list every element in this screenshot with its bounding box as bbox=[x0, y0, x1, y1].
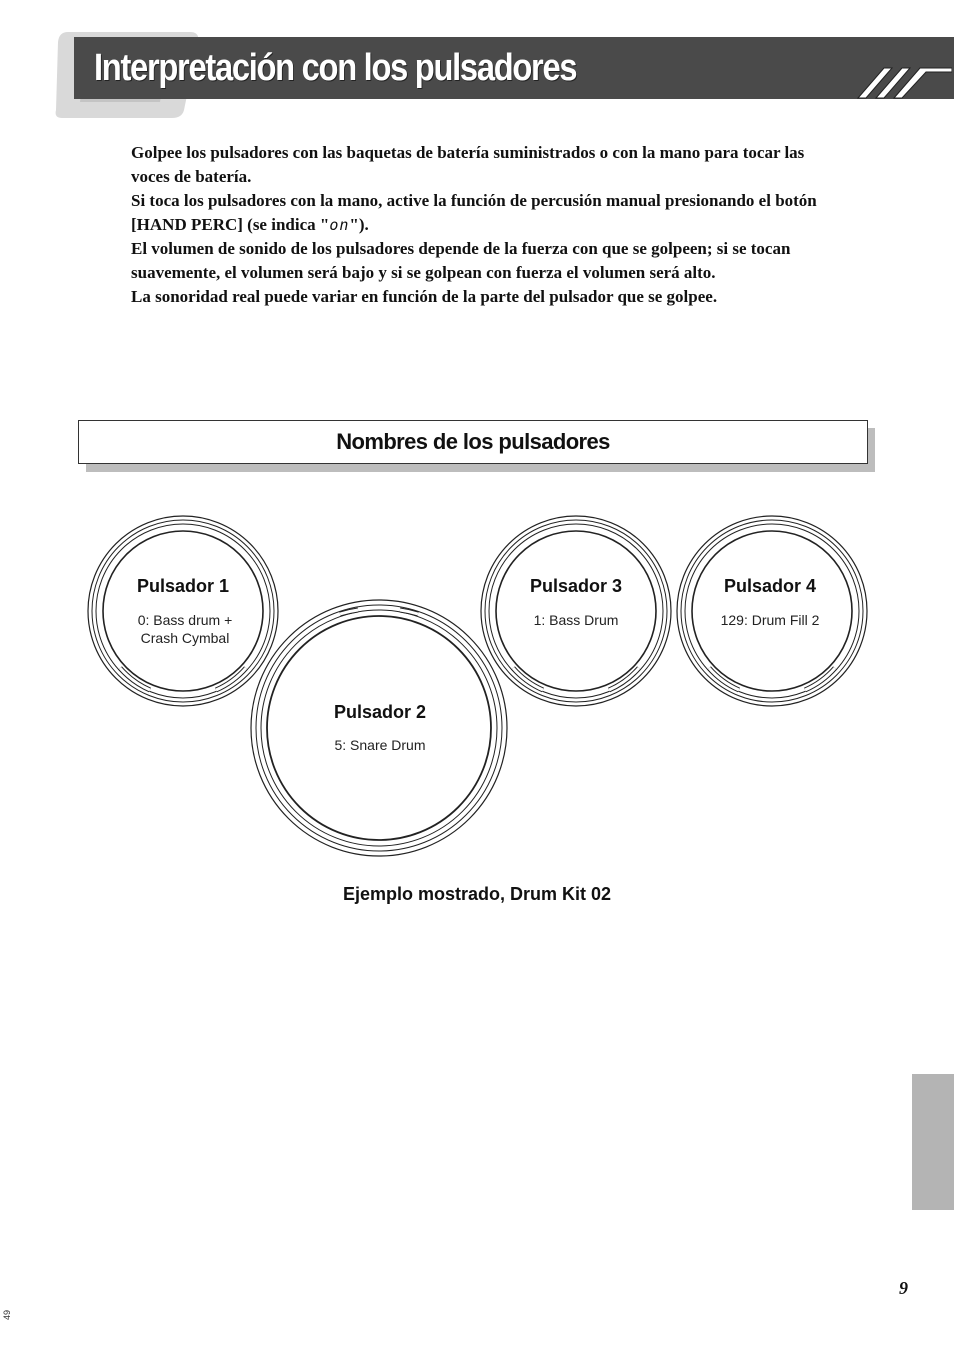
intro-paragraph-2-start: Si toca los pulsadores con la mano, active la función de percusión manual presionando el botón [HAND PERC] (se indica " bbox=[131, 191, 817, 234]
intro-paragraph-3: El volumen de sonido de los pulsadores depende de la fuerza con que se golpeen; si se tocan suavemente, el volumen será bajo y si se golpean con fuerza el volumen será alto. bbox=[131, 239, 791, 282]
page-title: Interpretación con los pulsadores bbox=[94, 47, 577, 89]
pad-2-drawing bbox=[251, 600, 507, 856]
pad-1-voice: 0: Bass drum + Crash Cymbal bbox=[137, 612, 233, 646]
pad-1-name: Pulsador 1 bbox=[136, 576, 230, 596]
pad-3-voice: 1: Bass Drum bbox=[533, 612, 619, 628]
intro-paragraph-2-end: "). bbox=[349, 215, 369, 234]
pad-3-name: Pulsador 3 bbox=[529, 576, 623, 596]
pad-2-name: Pulsador 2 bbox=[333, 702, 427, 722]
pads-illustration bbox=[0, 500, 954, 870]
figure-caption: Ejemplo mostrado, Drum Kit 02 bbox=[342, 884, 612, 904]
intro-paragraph-4: La sonoridad real puede variar en función de la parte del pulsador que se golpee. bbox=[131, 287, 718, 306]
pad-4-voice: 129: Drum Fill 2 bbox=[720, 612, 820, 628]
section-heading-box bbox=[78, 420, 868, 464]
page-number: 9 bbox=[899, 1278, 908, 1298]
pad-4-name: Pulsador 4 bbox=[723, 576, 817, 596]
margin-code: 49 bbox=[2, 1309, 12, 1320]
lcd-on-indicator: on bbox=[329, 216, 350, 234]
section-title: Nombres de los pulsadores bbox=[336, 429, 610, 454]
header-slashes-icon bbox=[856, 64, 952, 100]
side-tab bbox=[912, 1074, 954, 1210]
pad-2-voice: 5: Snare Drum bbox=[334, 737, 426, 753]
intro-text bbox=[131, 141, 831, 309]
intro-paragraph-1: Golpee los pulsadores con las baquetas de batería suministrados o con la mano para tocar las voces de batería. bbox=[131, 143, 805, 186]
intro-paragraph-2 bbox=[131, 189, 831, 237]
